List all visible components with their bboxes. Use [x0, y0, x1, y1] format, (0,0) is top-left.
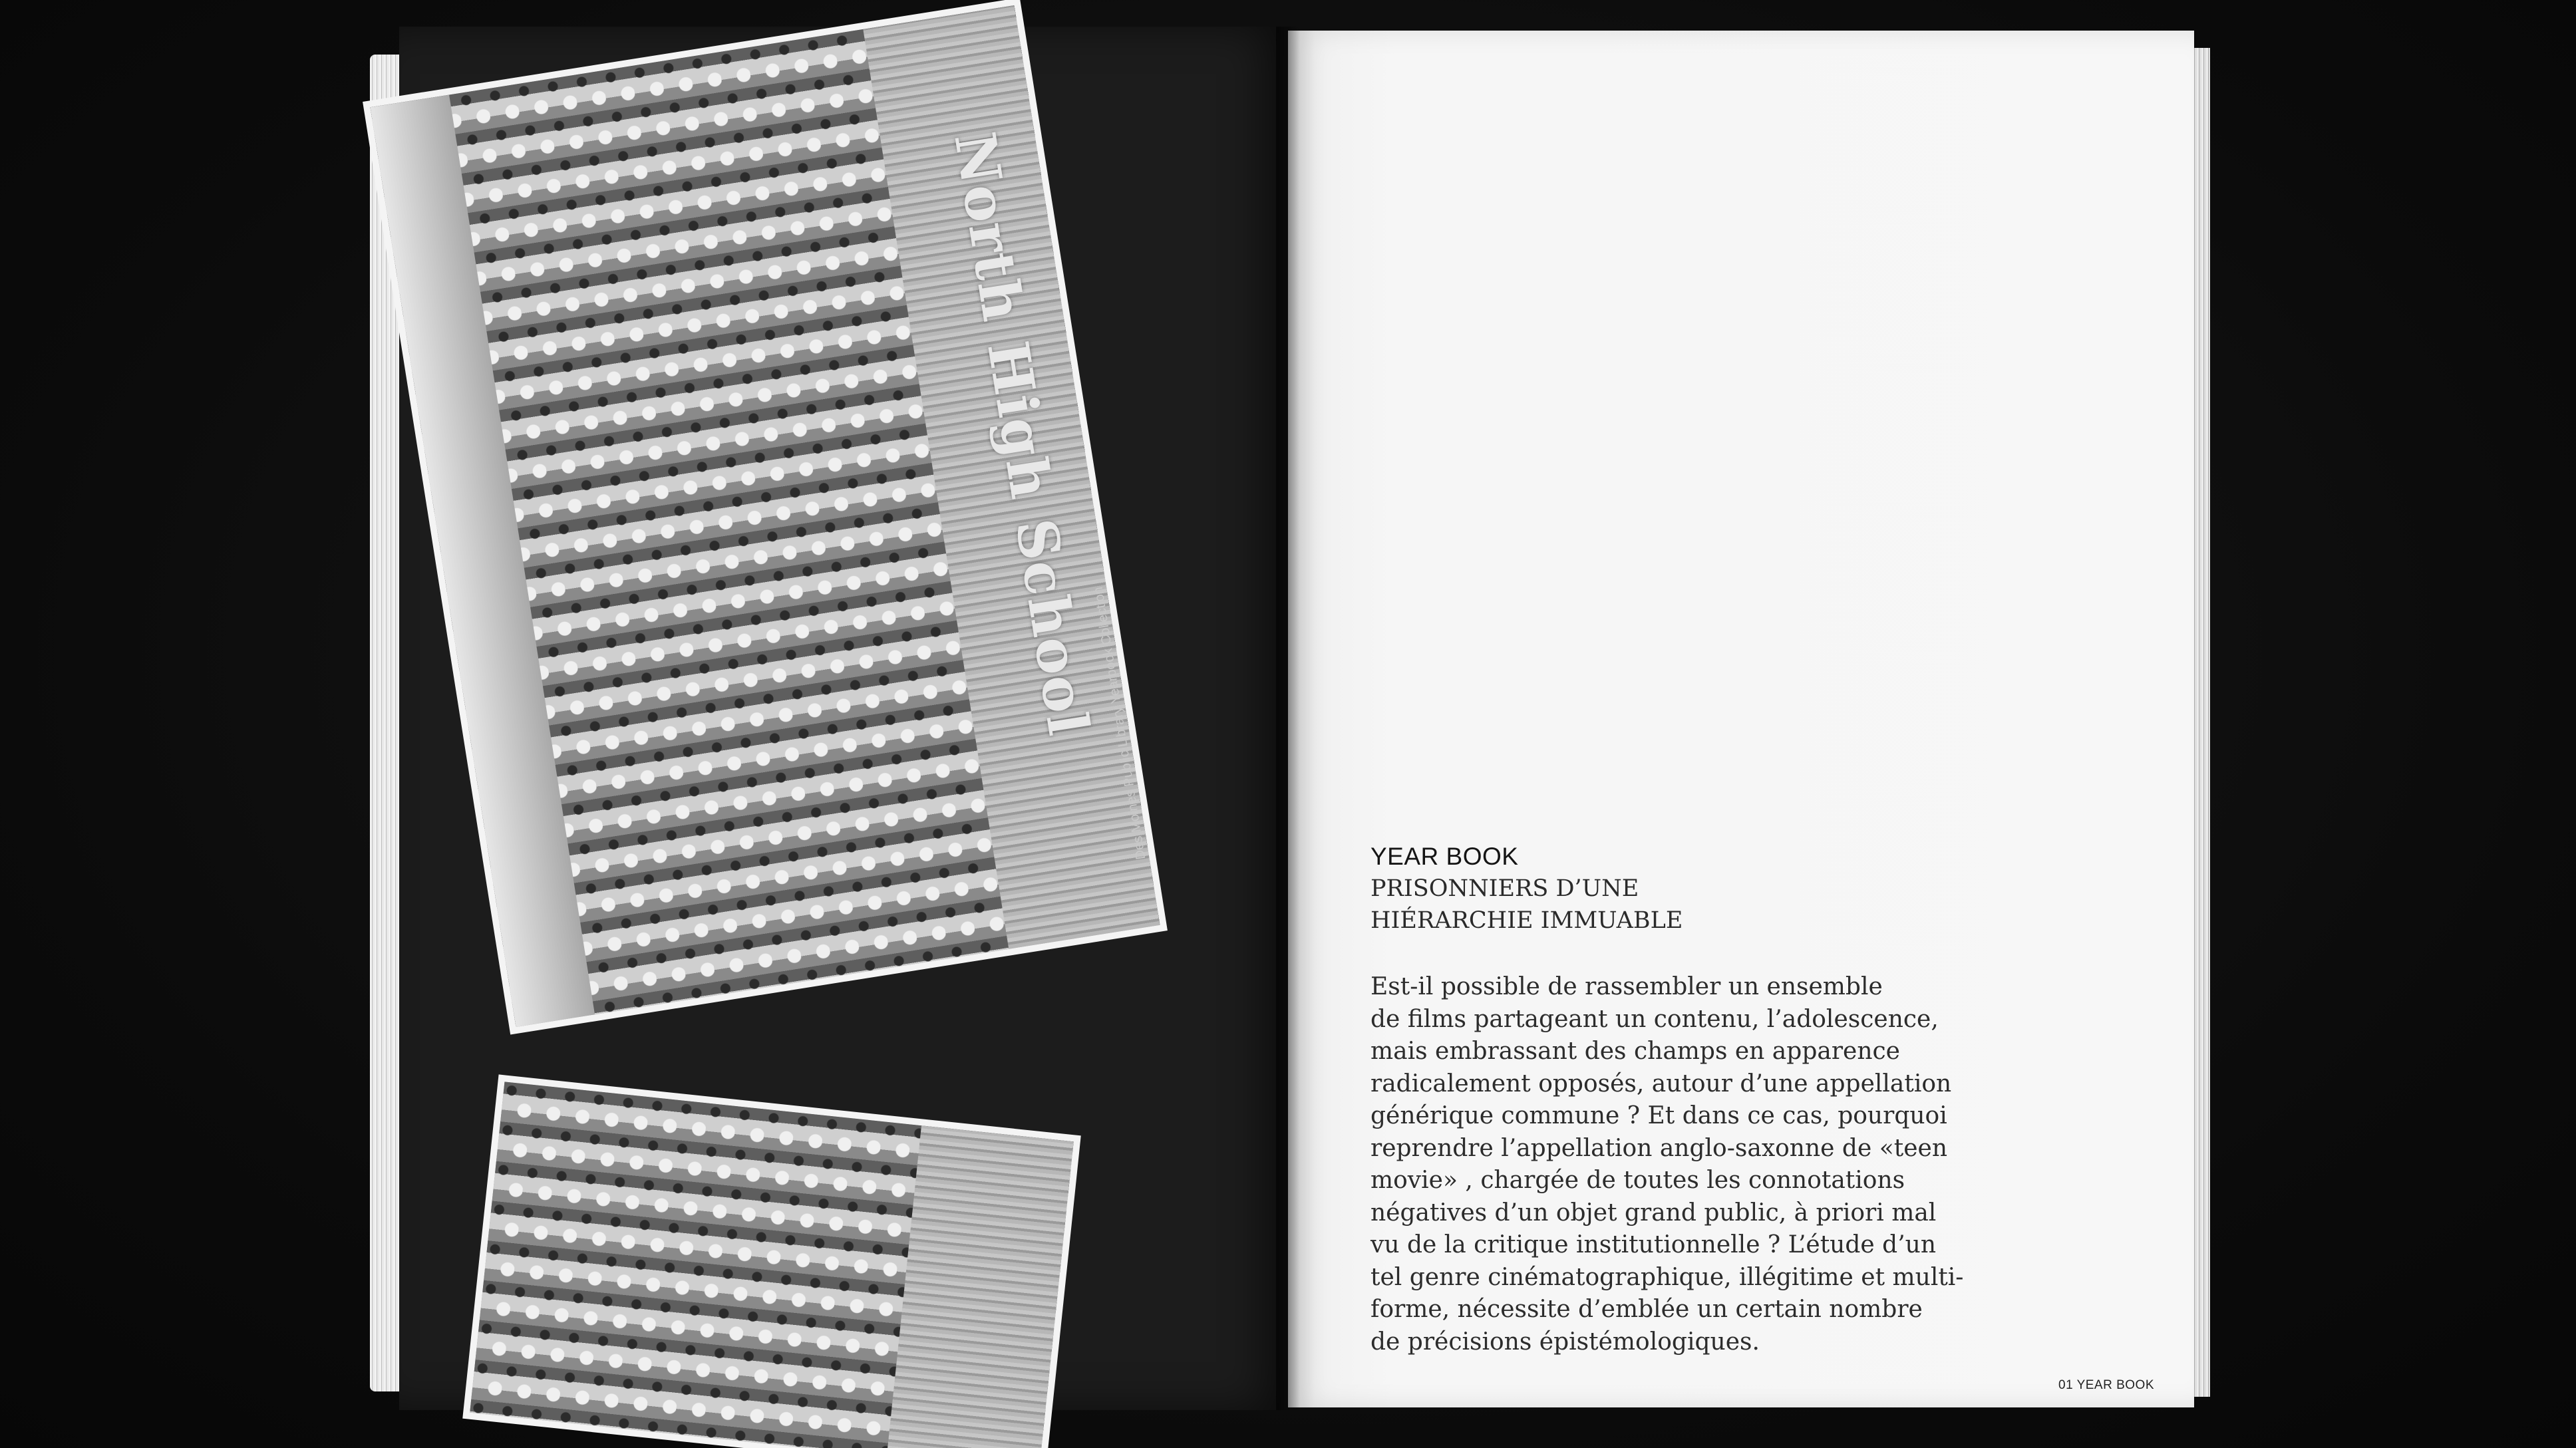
- yearbook-class-photo-secondary: [462, 1074, 1081, 1448]
- body-line: reprendre l’appellation anglo-saxonne de «teen: [1370, 1134, 1948, 1162]
- photo-grass: [887, 1125, 1074, 1448]
- photo-image: [470, 1082, 1074, 1448]
- article-heading: YEAR BOOK: [1370, 843, 1519, 870]
- photo-credit: Des Moines Public Library Yearbook Collection: [1090, 585, 1149, 861]
- body-line: tel genre cinématographique, illégitime et multi-: [1370, 1263, 1964, 1291]
- body-line: Est-il possible de rassembler un ensemble: [1370, 973, 1883, 1000]
- body-line: mais embrassant des champs en apparence: [1370, 1038, 1900, 1065]
- subheading-line: HIÉRARCHIE IMMUABLE: [1370, 907, 1683, 934]
- body-line: générique commune ? Et dans ce cas, pourquoi: [1370, 1102, 1947, 1129]
- body-line: de films partageant un contenu, l’adolescence,: [1370, 1005, 1939, 1033]
- article-text-block: [1370, 841, 1996, 1358]
- photo-caption: North High School: [941, 128, 1102, 741]
- photo-image: [371, 5, 1160, 1027]
- article-body: [1370, 971, 1996, 1358]
- body-line: forme, nécessite d’emblée un certain nombre: [1370, 1296, 1923, 1323]
- body-line: radicalement opposés, autour d’une appellation: [1370, 1070, 1952, 1097]
- page-folio: 01 YEAR BOOK: [2058, 1378, 2154, 1392]
- body-line: de précisions épistémologiques.: [1370, 1328, 1760, 1356]
- article-subheading: [1370, 873, 1996, 937]
- body-line: movie» , chargée de toutes les connotations: [1370, 1167, 1905, 1194]
- book-gutter: [1276, 27, 1300, 1410]
- subheading-line: PRISONNIERS D’UNE: [1370, 875, 1639, 902]
- body-line: négatives d’un objet grand public, à priori mal: [1370, 1199, 1937, 1227]
- body-line: vu de la critique institutionnelle ? L’étude d’un: [1370, 1231, 1937, 1258]
